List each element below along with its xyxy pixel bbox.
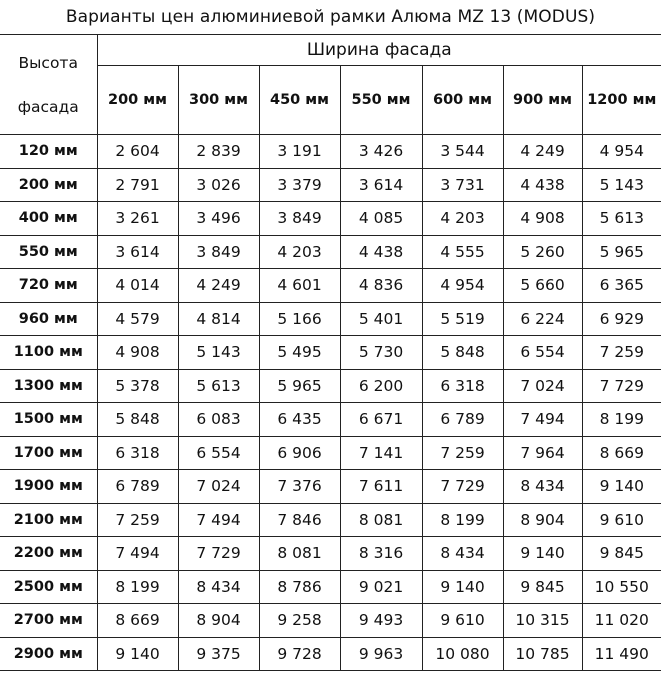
price-cell: 6 789 (97, 470, 178, 504)
price-cell: 9 610 (582, 503, 661, 537)
height-header-line2: фасада (17, 97, 79, 116)
price-cell: 8 669 (97, 604, 178, 638)
price-cell: 3 614 (340, 168, 422, 202)
price-cell: 6 365 (582, 269, 661, 303)
price-cell: 3 426 (340, 135, 422, 169)
price-cell: 5 378 (97, 369, 178, 403)
price-cell: 7 259 (97, 503, 178, 537)
table-row (0, 168, 661, 202)
price-cell: 5 965 (582, 235, 661, 269)
price-cell: 7 259 (422, 436, 503, 470)
price-cell: 4 601 (259, 269, 340, 303)
price-cell: 11 490 (582, 637, 661, 671)
price-cell: 8 199 (422, 503, 503, 537)
row-height-label: 2700 мм (0, 604, 97, 638)
price-cell: 9 140 (422, 570, 503, 604)
price-cell: 9 375 (178, 637, 259, 671)
price-cell: 7 729 (582, 369, 661, 403)
width-column-header: 900 мм (503, 66, 582, 135)
price-table (0, 34, 661, 671)
price-cell: 5 848 (422, 336, 503, 370)
price-cell: 5 613 (582, 202, 661, 236)
price-cell: 6 318 (422, 369, 503, 403)
price-cell: 7 729 (178, 537, 259, 571)
price-cell: 3 614 (97, 235, 178, 269)
price-cell: 7 494 (178, 503, 259, 537)
table-row (0, 604, 661, 638)
price-cell: 8 434 (178, 570, 259, 604)
row-height-label: 2500 мм (0, 570, 97, 604)
price-cell: 7 024 (178, 470, 259, 504)
price-cell: 9 258 (259, 604, 340, 638)
width-column-header: 600 мм (422, 66, 503, 135)
price-cell: 9 493 (340, 604, 422, 638)
price-cell: 6 083 (178, 403, 259, 437)
table-row (0, 537, 661, 571)
table-row (0, 202, 661, 236)
price-cell: 8 316 (340, 537, 422, 571)
price-cell: 5 730 (340, 336, 422, 370)
price-cell: 5 848 (97, 403, 178, 437)
price-cell: 3 544 (422, 135, 503, 169)
row-height-label: 200 мм (0, 168, 97, 202)
row-height-label: 550 мм (0, 235, 97, 269)
price-cell: 5 401 (340, 302, 422, 336)
price-cell: 8 669 (582, 436, 661, 470)
price-cell: 6 554 (178, 436, 259, 470)
table-row (0, 403, 661, 437)
price-cell: 10 785 (503, 637, 582, 671)
price-cell: 8 081 (259, 537, 340, 571)
price-cell: 7 141 (340, 436, 422, 470)
price-cell: 4 579 (97, 302, 178, 336)
row-height-label: 2900 мм (0, 637, 97, 671)
price-cell: 3 379 (259, 168, 340, 202)
price-cell: 8 904 (178, 604, 259, 638)
price-cell: 5 495 (259, 336, 340, 370)
price-cell: 9 140 (503, 537, 582, 571)
width-column-header: 300 мм (178, 66, 259, 135)
table-row (0, 570, 661, 604)
row-height-label: 720 мм (0, 269, 97, 303)
price-cell: 5 965 (259, 369, 340, 403)
price-cell: 10 315 (503, 604, 582, 638)
price-cell: 6 224 (503, 302, 582, 336)
price-cell: 8 199 (97, 570, 178, 604)
table-row (0, 637, 661, 671)
price-cell: 10 080 (422, 637, 503, 671)
price-cell: 7 611 (340, 470, 422, 504)
width-column-header: 550 мм (340, 66, 422, 135)
height-header (0, 35, 97, 135)
price-cell: 5 260 (503, 235, 582, 269)
row-height-label: 400 мм (0, 202, 97, 236)
price-cell: 4 954 (422, 269, 503, 303)
price-cell: 6 906 (259, 436, 340, 470)
price-cell: 4 203 (422, 202, 503, 236)
price-cell: 9 021 (340, 570, 422, 604)
price-cell: 3 731 (422, 168, 503, 202)
price-cell: 8 199 (582, 403, 661, 437)
price-cell: 2 604 (97, 135, 178, 169)
price-cell: 8 904 (503, 503, 582, 537)
price-cell: 8 434 (422, 537, 503, 571)
price-cell: 4 908 (97, 336, 178, 370)
price-cell: 6 671 (340, 403, 422, 437)
price-cell: 7 729 (422, 470, 503, 504)
price-cell: 4 249 (178, 269, 259, 303)
table-row (0, 302, 661, 336)
price-cell: 3 849 (259, 202, 340, 236)
table-row (0, 336, 661, 370)
price-cell: 4 085 (340, 202, 422, 236)
table-row (0, 436, 661, 470)
price-cell: 4 954 (582, 135, 661, 169)
price-cell: 2 839 (178, 135, 259, 169)
table-title: Варианты цен алюминиевой рамки Алюма MZ 13 (MODUS) (65, 7, 596, 27)
price-cell: 7 846 (259, 503, 340, 537)
width-column-header: 200 мм (97, 66, 178, 135)
price-cell: 5 143 (582, 168, 661, 202)
price-cell: 6 554 (503, 336, 582, 370)
price-cell: 10 550 (582, 570, 661, 604)
table-row (0, 135, 661, 169)
table-row (0, 503, 661, 537)
row-height-label: 1500 мм (0, 403, 97, 437)
price-cell: 4 555 (422, 235, 503, 269)
price-cell: 6 789 (422, 403, 503, 437)
price-cell: 9 140 (582, 470, 661, 504)
price-cell: 3 026 (178, 168, 259, 202)
price-cell: 11 020 (582, 604, 661, 638)
price-cell: 9 728 (259, 637, 340, 671)
price-cell: 8 434 (503, 470, 582, 504)
price-cell: 9 845 (582, 537, 661, 571)
price-cell: 4 249 (503, 135, 582, 169)
price-cell: 3 261 (97, 202, 178, 236)
price-cell: 9 610 (422, 604, 503, 638)
price-cell: 4 438 (503, 168, 582, 202)
price-cell: 5 660 (503, 269, 582, 303)
row-height-label: 1900 мм (0, 470, 97, 504)
price-cell: 5 613 (178, 369, 259, 403)
price-cell: 5 143 (178, 336, 259, 370)
price-cell: 7 494 (97, 537, 178, 571)
row-height-label: 2100 мм (0, 503, 97, 537)
price-cell: 3 849 (178, 235, 259, 269)
table-row (0, 470, 661, 504)
height-header-line1: Высота (18, 53, 78, 72)
price-cell: 8 786 (259, 570, 340, 604)
row-height-label: 120 мм (0, 135, 97, 169)
row-height-label: 2200 мм (0, 537, 97, 571)
price-cell: 9 963 (340, 637, 422, 671)
price-cell: 9 140 (97, 637, 178, 671)
price-cell: 3 496 (178, 202, 259, 236)
table-row (0, 269, 661, 303)
price-cell: 4 814 (178, 302, 259, 336)
price-cell: 7 259 (582, 336, 661, 370)
price-cell: 6 200 (340, 369, 422, 403)
price-cell: 7 964 (503, 436, 582, 470)
price-cell: 3 191 (259, 135, 340, 169)
price-cell: 4 203 (259, 235, 340, 269)
price-cell: 9 845 (503, 570, 582, 604)
width-column-header: 450 мм (259, 66, 340, 135)
price-cell: 4 438 (340, 235, 422, 269)
table-row (0, 369, 661, 403)
price-cell: 8 081 (340, 503, 422, 537)
price-cell: 6 435 (259, 403, 340, 437)
price-cell: 6 318 (97, 436, 178, 470)
row-height-label: 1700 мм (0, 436, 97, 470)
price-cell: 4 836 (340, 269, 422, 303)
price-cell: 7 494 (503, 403, 582, 437)
width-header: Ширина фасада (97, 35, 661, 66)
price-cell: 7 024 (503, 369, 582, 403)
price-cell: 5 519 (422, 302, 503, 336)
price-cell: 7 376 (259, 470, 340, 504)
price-cell: 6 929 (582, 302, 661, 336)
price-cell: 4 014 (97, 269, 178, 303)
width-column-header: 1200 мм (582, 66, 661, 135)
row-height-label: 1100 мм (0, 336, 97, 370)
table-row (0, 235, 661, 269)
price-cell: 4 908 (503, 202, 582, 236)
price-cell: 5 166 (259, 302, 340, 336)
price-cell: 2 791 (97, 168, 178, 202)
row-height-label: 960 мм (0, 302, 97, 336)
row-height-label: 1300 мм (0, 369, 97, 403)
